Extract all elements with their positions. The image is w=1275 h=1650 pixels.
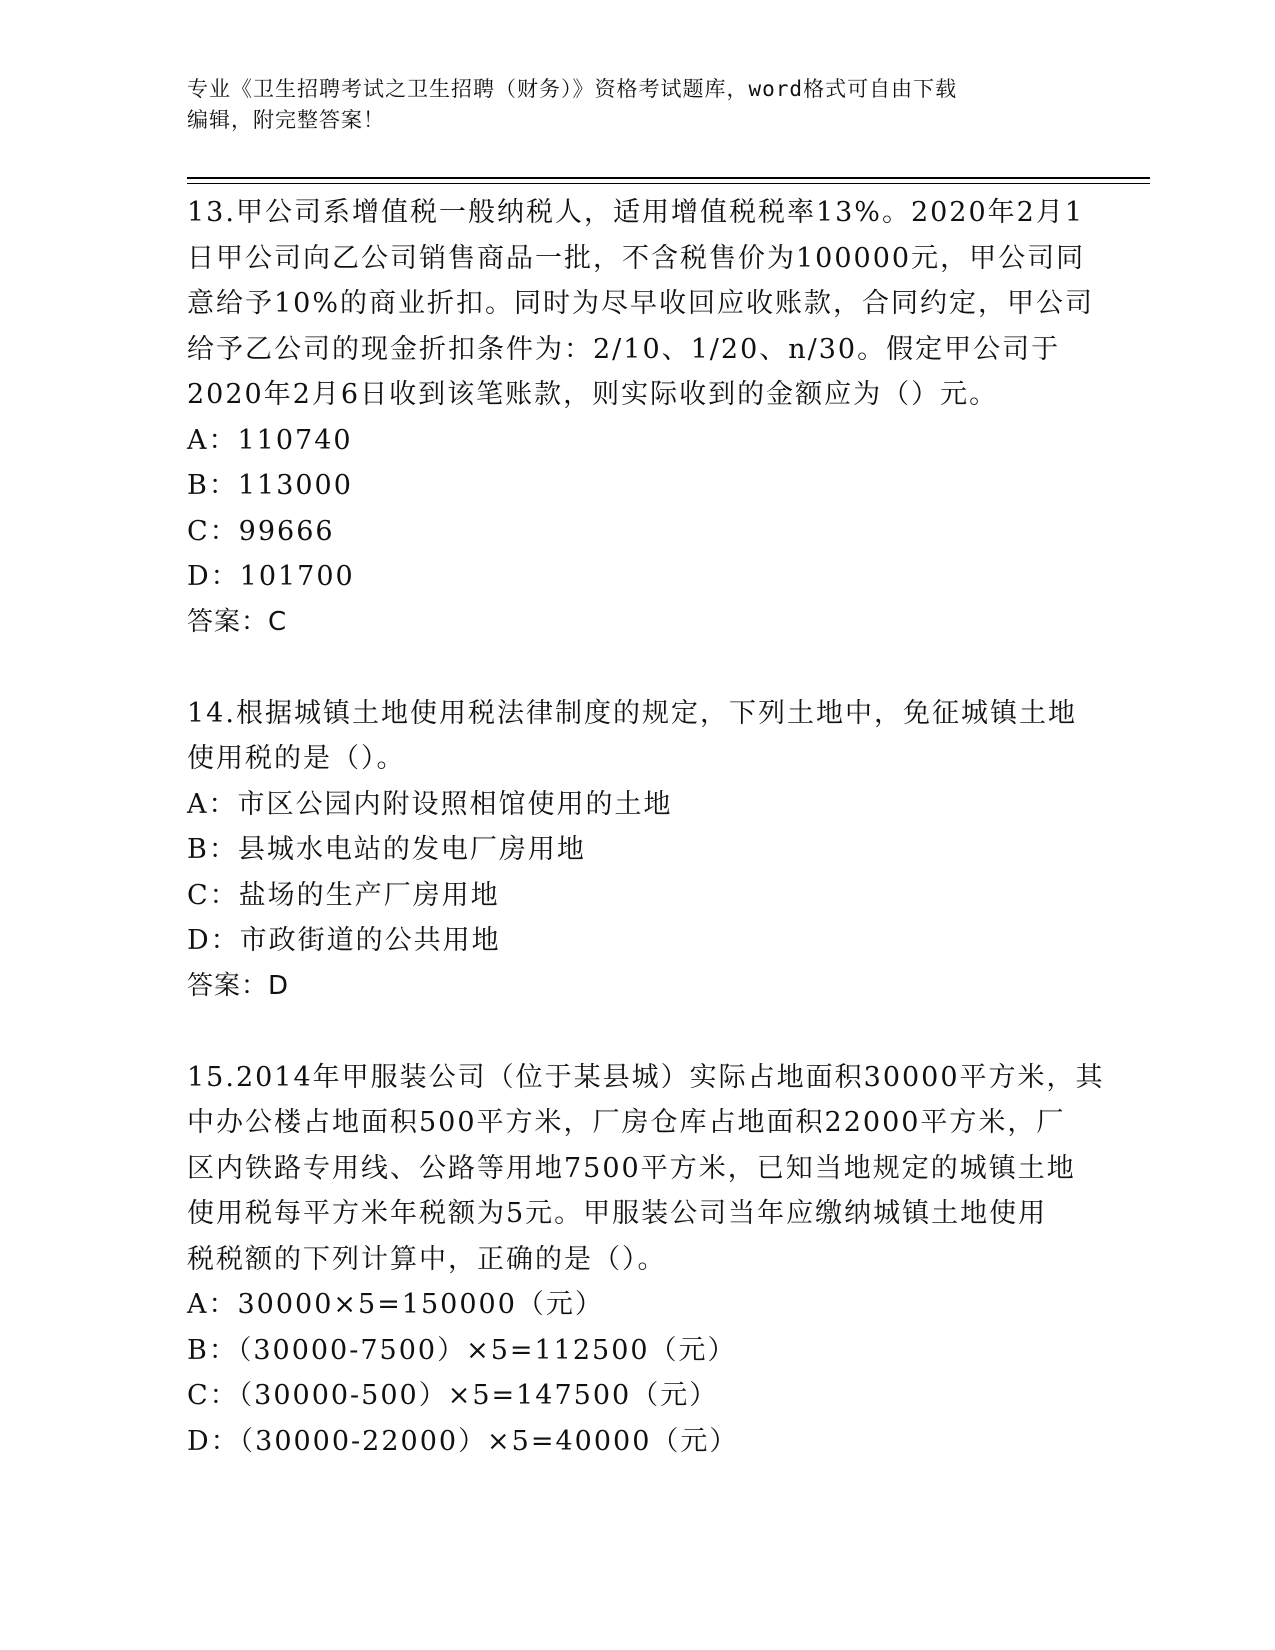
header-divider-thin bbox=[187, 183, 1150, 184]
option-b: B：（30000-7500）×5=112500（元） bbox=[187, 1334, 737, 1366]
option-c: C：盐场的生产厂房用地 bbox=[187, 879, 500, 911]
question-stem-line: 日甲公司向乙公司销售商品一批，不含税售价为100000元，甲公司同 bbox=[187, 242, 1086, 274]
header-divider-thick bbox=[187, 177, 1150, 179]
question-stem-line: 中办公楼占地面积500平方米，厂房仓库占地面积22000平方米，厂 bbox=[187, 1107, 1066, 1138]
question-stem-line: 13.甲公司系增值税一般纳税人，适用增值税税率13%。2020年2月1 bbox=[187, 197, 1085, 228]
option-a: A：110740 bbox=[187, 424, 353, 456]
question-stem-line: 税税额的下列计算中，正确的是（）。 bbox=[187, 1243, 667, 1275]
option-d: D：市政街道的公共用地 bbox=[187, 925, 501, 956]
option-c: C：99666 bbox=[187, 515, 335, 547]
option-b: B：县城水电站的发电厂房用地 bbox=[187, 834, 586, 865]
question-stem-line: 使用税的是（）。 bbox=[187, 743, 406, 774]
question-spacer bbox=[187, 645, 1087, 691]
answer-label: 答案：C bbox=[187, 606, 288, 637]
question-stem-line: 15.2014年甲服装公司（位于某县城）实际占地面积30000平方米，其 bbox=[187, 1061, 1105, 1093]
question-14 bbox=[187, 691, 1087, 1010]
option-a: A：30000×5=150000（元） bbox=[187, 1289, 604, 1320]
option-d: D：（30000-22000）×5=40000（元） bbox=[187, 1425, 739, 1457]
document-header bbox=[187, 74, 1067, 136]
option-a: A：市区公园内附设照相馆使用的土地 bbox=[187, 788, 673, 820]
question-stem-line: 2020年2月6日收到该笔账款，则实际收到的金额应为（）元。 bbox=[187, 379, 999, 410]
question-stem-line: 14.根据城镇土地使用税法律制度的规定，下列土地中，免征城镇土地 bbox=[187, 697, 1077, 729]
header-line-2: 编辑，附完整答案！ bbox=[187, 108, 385, 132]
question-list bbox=[187, 190, 1105, 1464]
question-13 bbox=[187, 190, 1095, 645]
question-stem-line: 意给予10%的商业折扣。同时为尽早收回应收账款，合同约定，甲公司 bbox=[187, 288, 1095, 319]
question-spacer bbox=[187, 1009, 1087, 1055]
question-stem-line: 使用税每平方米年税额为5元。甲服装公司当年应缴纳城镇土地使用 bbox=[187, 1198, 1048, 1229]
question-stem-line: 区内铁路专用线、公路等用地7500平方米，已知当地规定的城镇土地 bbox=[187, 1152, 1076, 1184]
header-line-1: 专业《卫生招聘考试之卫生招聘（财务）》资格考试题库，word格式可自由下载 bbox=[187, 77, 958, 101]
question-15 bbox=[187, 1055, 1105, 1465]
option-b: B：113000 bbox=[187, 470, 353, 501]
answer-label: 答案：D bbox=[187, 970, 290, 1001]
option-c: C：（30000-500）×5=147500（元） bbox=[187, 1380, 719, 1411]
option-d: D：101700 bbox=[187, 561, 355, 592]
question-stem-line: 给予乙公司的现金折扣条件为：2/10、1/20、n/30。假定甲公司于 bbox=[187, 333, 1061, 365]
